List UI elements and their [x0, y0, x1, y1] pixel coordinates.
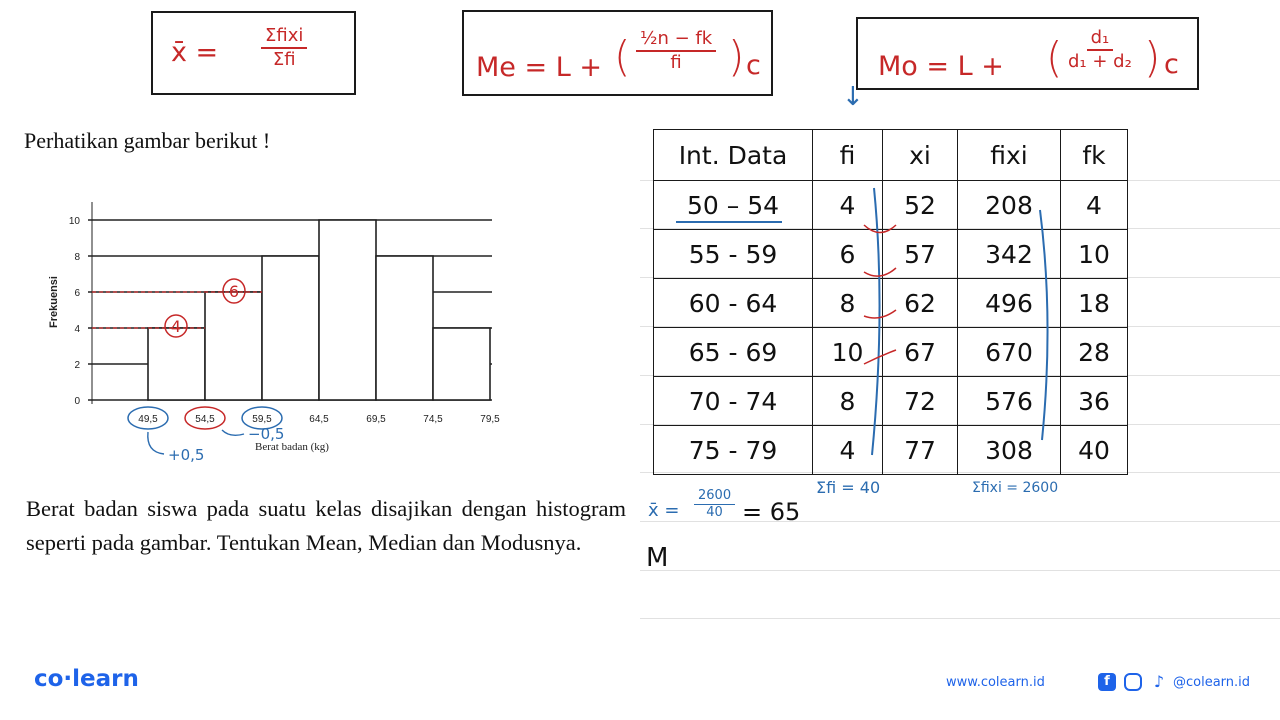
cell-fk: 28 — [1061, 328, 1128, 377]
header-fixi: fixi — [958, 130, 1061, 181]
rule-line — [640, 521, 1280, 522]
cell-interval: 60 - 64 — [654, 279, 813, 328]
median-formula-box — [462, 10, 773, 96]
mean-calc-fraction — [694, 488, 735, 521]
header-xi: xi — [883, 130, 958, 181]
header-int-data: Int. Data — [654, 130, 813, 181]
cell-xi: 62 — [883, 279, 958, 328]
histogram-bar — [433, 328, 490, 400]
cell-fixi: 342 — [958, 230, 1061, 279]
histogram-bar — [205, 292, 262, 400]
cell-xi: 57 — [883, 230, 958, 279]
annotation-plus: +0,5 — [168, 446, 205, 464]
cell-interval: 55 - 59 — [654, 230, 813, 279]
table-row — [654, 181, 1128, 230]
cell-fixi: 208 — [958, 181, 1061, 230]
table-row — [654, 279, 1128, 328]
histogram-bar — [262, 256, 319, 400]
modus-close-paren: ) — [1144, 33, 1161, 82]
x-tick-label: 74,5 — [423, 414, 443, 425]
website-link[interactable]: www.colearn.id — [946, 675, 1045, 690]
cell-fi: 8 — [813, 279, 883, 328]
cell-fk: 36 — [1061, 377, 1128, 426]
mean-formula-fraction — [261, 25, 307, 71]
table-row — [654, 426, 1128, 475]
annotation-arrow — [222, 430, 244, 435]
median-formula-tail: c — [746, 50, 761, 81]
facebook-icon[interactable]: f — [1098, 673, 1116, 691]
x-tick-label: 79,5 — [480, 414, 500, 425]
median-formula-denominator: fi — [670, 52, 682, 73]
sum-fi-note: Σfi = 40 — [816, 478, 881, 497]
median-work-start: M — [646, 543, 669, 573]
table-row — [654, 377, 1128, 426]
mean-formula-lhs: x̄ = — [171, 37, 219, 68]
x-tick-label: 64,5 — [309, 414, 329, 425]
cell-interval: 65 - 69 — [654, 328, 813, 377]
frequency-table — [653, 129, 1128, 475]
x-axis-label: Berat badan (kg) — [255, 441, 329, 453]
cell-xi: 77 — [883, 426, 958, 475]
cell-fi: 4 — [813, 426, 883, 475]
median-close-paren: ) — [728, 32, 745, 81]
modus-formula-denominator: d₁ + d₂ — [1068, 51, 1132, 72]
modus-formula-numerator: d₁ — [1087, 27, 1114, 51]
tiktok-icon[interactable]: ♪ — [1153, 672, 1165, 691]
mean-calc-result: = 65 — [742, 498, 801, 526]
cell-xi: 72 — [883, 377, 958, 426]
cell-fk: 40 — [1061, 426, 1128, 475]
mean-formula-numerator: Σfixi — [261, 25, 307, 49]
histogram-bar — [376, 256, 433, 400]
table-row — [654, 230, 1128, 279]
instagram-icon[interactable] — [1124, 673, 1142, 691]
cell-fi: 10 — [813, 328, 883, 377]
cell-fk: 4 — [1061, 181, 1128, 230]
mean-calc-lhs: x̄ = — [648, 500, 680, 521]
question-title: Perhatikan gambar berikut ! — [24, 128, 271, 153]
x-tick-label: 54,5 — [195, 414, 215, 425]
median-formula-lhs: Me = L + — [476, 52, 602, 83]
mean-formula-box — [151, 11, 356, 95]
median-open-paren: ( — [614, 32, 631, 81]
header-fk: fk — [1061, 130, 1128, 181]
cell-fk: 18 — [1061, 279, 1128, 328]
cell-fixi: 576 — [958, 377, 1061, 426]
y-tick-label: 0 — [74, 396, 80, 407]
cell-fixi: 308 — [958, 426, 1061, 475]
x-tick-label: 59,5 — [252, 414, 272, 425]
header-fi: fi — [813, 130, 883, 181]
cell-interval: 75 - 79 — [654, 426, 813, 475]
annotation-circled-6: 6 — [228, 282, 240, 301]
cell-fi: 6 — [813, 230, 883, 279]
annotation-circled-4: 4 — [170, 317, 182, 336]
x-tick-label: 49,5 — [138, 414, 158, 425]
annotation-minus: −0,5 — [248, 425, 285, 443]
mean-calc-denominator: 40 — [706, 505, 723, 520]
x-tick-label: 69,5 — [366, 414, 386, 425]
cell-xi: 67 — [883, 328, 958, 377]
y-tick-label: 6 — [74, 288, 80, 299]
modus-formula-tail: c — [1164, 49, 1179, 80]
median-formula-numerator: ½n − fk — [636, 28, 716, 52]
cell-fixi: 496 — [958, 279, 1061, 328]
rule-line — [640, 570, 1280, 571]
y-axis-label: Frekuensi — [48, 276, 60, 328]
cell-fi: 8 — [813, 377, 883, 426]
social-handle[interactable]: @colearn.id — [1173, 675, 1251, 690]
y-tick-label: 8 — [74, 252, 80, 263]
y-tick-label: 2 — [74, 360, 80, 371]
y-tick-label: 4 — [74, 324, 80, 335]
modus-formula-lhs: Mo = L + — [878, 51, 1004, 82]
histogram-chart — [40, 192, 510, 472]
y-tick-label: 10 — [68, 216, 80, 227]
modus-open-paren: ( — [1046, 33, 1063, 82]
median-formula-fraction — [636, 28, 716, 74]
cell-interval: 50 – 54 — [654, 181, 813, 230]
cell-fi: 4 — [813, 181, 883, 230]
down-arrow-icon: ↓ — [842, 82, 864, 112]
table-header-row — [654, 130, 1128, 181]
mean-calc-numerator: 2600 — [694, 488, 735, 505]
rule-line — [640, 618, 1280, 619]
cell-fixi: 670 — [958, 328, 1061, 377]
histogram-bar — [148, 328, 205, 400]
modus-formula-box — [856, 17, 1199, 90]
mean-formula-denominator: Σfi — [272, 49, 296, 70]
modus-formula-fraction — [1068, 27, 1132, 73]
cell-fk: 10 — [1061, 230, 1128, 279]
question-body: Berat badan siswa pada suatu kelas disajikan dengan histogram seperti pada gambar. Tentukan Mean, Median dan Modusnya. — [26, 496, 626, 555]
histogram-bar — [319, 220, 376, 400]
cell-xi: 52 — [883, 181, 958, 230]
cell-interval: 70 - 74 — [654, 377, 813, 426]
table-row — [654, 328, 1128, 377]
colearn-logo: co·learn — [34, 666, 139, 692]
sum-fixi-note: Σfixi = 2600 — [972, 480, 1059, 496]
annotation-arrow — [148, 432, 164, 454]
